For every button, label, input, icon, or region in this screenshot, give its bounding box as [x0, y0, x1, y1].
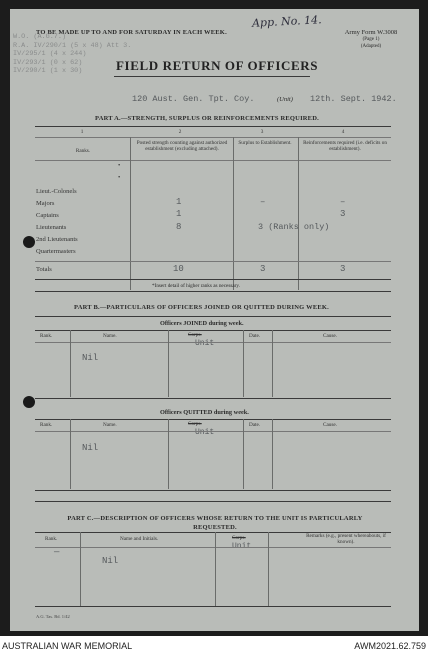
rank-label: Majors [36, 200, 55, 207]
col-header-rank: Rank. [40, 333, 53, 339]
column-divider [70, 419, 71, 489]
rule [35, 291, 391, 292]
part-c-title: PART C.—DESCRIPTION OF OFFICERS WHOSE RETURN TO THE UNIT IS PARTICULARLY REQUESTED. [67, 515, 363, 531]
column-divider [233, 137, 234, 290]
column-divider [243, 330, 244, 397]
army-form-block [333, 30, 409, 50]
rank-bullet: • [118, 174, 121, 181]
col-number: 1 [80, 129, 84, 135]
punch-hole [23, 396, 35, 408]
document-page [10, 9, 419, 631]
column-divider [130, 137, 131, 290]
print-code: A.G. Tas. Bd. 1/42 [36, 614, 70, 619]
footer-accession-number: AWM2021.62.759 [354, 641, 426, 651]
page-number: (Page 1) [362, 36, 380, 42]
rule [35, 316, 391, 317]
majors-reinforcements: – [340, 197, 346, 207]
column-divider [272, 330, 273, 397]
unit-label: (Unit) [277, 96, 293, 103]
part-a-title: PART A.—STRENGTH, SURPLUS OR REINFORCEMENTS REQUIRED. [95, 115, 319, 122]
rule [35, 160, 391, 161]
totals-label: Totals [36, 266, 52, 273]
column-divider [168, 419, 169, 489]
col-header-corps: Corps. [188, 421, 202, 427]
rule [35, 398, 391, 399]
footnote: *Insert detail of higher ranks as necessary. [152, 283, 240, 289]
lieutenants-surplus: 3 (Ranks only) [258, 222, 330, 232]
rule [35, 137, 391, 138]
majors-surplus: – [260, 197, 266, 207]
col-header-unit: Unit [195, 428, 215, 437]
form-code-line: IV/293/1 (0 x 62) [13, 58, 83, 67]
rule [35, 606, 391, 607]
col-header-ranks: Ranks. [75, 148, 91, 154]
col-header-corps: Corps. [232, 535, 246, 541]
rule [35, 547, 391, 548]
col-header-date: Date. [249, 422, 261, 428]
col-header-remarks: Remarks (e.g., present whereabouts, if known). [306, 533, 386, 546]
rank-label: Lieut.-Colonels [36, 188, 77, 195]
captains-reinforcements: 3 [340, 209, 346, 219]
rule [35, 126, 391, 127]
quitted-title: Officers QUITTED during week. [160, 409, 249, 416]
unit-name: 120 Aust. Gen. Tpt. Coy. [132, 94, 255, 104]
rule [35, 342, 391, 343]
majors-posted: 1 [176, 197, 182, 207]
part-c-nil: Nil [102, 556, 119, 566]
column-divider [70, 330, 71, 397]
column-divider [298, 137, 299, 290]
col-header-name-initials: Name and Initials. [120, 536, 159, 542]
col-header-name: Name. [103, 333, 117, 339]
column-divider [268, 532, 269, 606]
adapted-label: (Adapted) [360, 43, 382, 49]
column-divider [272, 419, 273, 489]
form-code-line: W.O. (A.G.7.) [13, 33, 67, 41]
form-code-line: IV/295/1 (4 x 244) [13, 50, 87, 59]
rank-label: Quartermasters [36, 248, 76, 255]
col-number: 4 [341, 129, 345, 135]
rule [35, 419, 391, 420]
return-date: 12th. Sept. 1942. [310, 94, 397, 104]
form-code-line: R.A. IV/290/1 (5 x 48) Att 3. [13, 41, 132, 50]
rule [35, 431, 391, 432]
handwritten-ref: App. No. 14. [251, 13, 322, 30]
rule [35, 490, 391, 491]
part-b-title: PART B.—PARTICULARS OF OFFICERS JOINED OR QUITTED DURING WEEK. [74, 304, 330, 311]
rank-label: Lieutenants [36, 224, 67, 231]
totals-posted: 10 [173, 264, 184, 274]
lieutenants-posted: 8 [176, 222, 182, 232]
part-c-rank-dash: — [54, 547, 60, 557]
title-underline [114, 76, 310, 77]
col-header-posted: Posted strength counting against authorized establishment (excluding attached). [136, 140, 228, 153]
rank-label: 2nd Lieutenants [36, 236, 78, 243]
col-header-rank: Rank. [45, 536, 58, 542]
top-instruction: TO BE MADE UP TO AND FOR SATURDAY IN EACH WEEK. [36, 29, 227, 36]
col-header-unit: Unit [232, 542, 252, 551]
col-header-reinforcements: Reinforcements required (i.e. deficits on establishment). [303, 140, 387, 153]
rule [35, 279, 391, 280]
rule [35, 501, 391, 502]
rule [35, 330, 391, 331]
col-header-corps: Corps. [188, 332, 202, 338]
col-header-unit: Unit [195, 339, 215, 348]
column-divider [243, 419, 244, 489]
punch-hole [23, 236, 35, 248]
joined-nil: Nil [82, 353, 99, 363]
rule [35, 261, 391, 262]
col-header-name: Name. [103, 422, 117, 428]
col-header-surplus: Surplus to Establishment. [238, 140, 292, 146]
column-divider [80, 532, 81, 606]
rank-label: Captains [36, 212, 59, 219]
totals-reinforcements: 3 [340, 264, 346, 274]
form-code-line: IV/290/1 (1 x 30) [13, 67, 83, 76]
column-divider [168, 330, 169, 397]
col-header-cause: Cause. [323, 333, 337, 339]
col-header-rank: Rank. [40, 422, 53, 428]
col-number: 2 [178, 129, 182, 135]
page-title: FIELD RETURN OF OFFICERS [116, 58, 319, 73]
quitted-nil: Nil [82, 443, 99, 453]
joined-title: Officers JOINED during week. [160, 320, 244, 327]
col-number: 3 [260, 129, 264, 135]
captains-posted: 1 [176, 209, 182, 219]
footer-institution: AUSTRALIAN WAR MEMORIAL [2, 641, 133, 651]
form-code-block [13, 33, 131, 76]
col-header-cause: Cause. [323, 422, 337, 428]
rank-bullet: • [118, 162, 121, 169]
army-form: Army Form W.3008 [344, 29, 398, 36]
totals-surplus: 3 [260, 264, 266, 274]
col-header-date: Date. [249, 333, 261, 339]
column-divider [215, 532, 216, 606]
